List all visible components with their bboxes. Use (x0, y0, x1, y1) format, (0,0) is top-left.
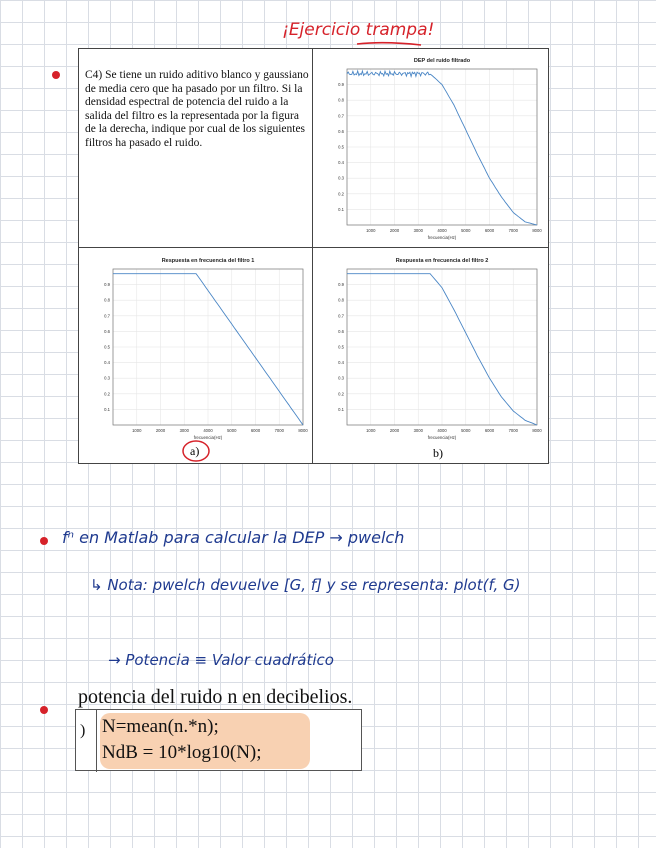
x-tick-label: 4000 (203, 428, 213, 433)
bullet-dot (40, 706, 48, 714)
y-tick-label: 0.5 (104, 344, 110, 350)
y-tick-label: 0.3 (104, 375, 110, 381)
x-tick-label: 7000 (508, 228, 518, 233)
chart-title: Respuesta en frecuencia del filtro 1 (161, 258, 255, 264)
x-tick-label: 8000 (298, 428, 308, 433)
y-tick-label: 0.2 (338, 191, 344, 197)
y-tick-label: 0.1 (338, 206, 344, 212)
y-tick-label: 0.8 (338, 97, 344, 103)
x-tick-label: 6000 (484, 228, 495, 233)
y-tick-label: 0.2 (338, 391, 344, 397)
x-tick-label: 2000 (389, 428, 400, 433)
y-tick-label: 0.3 (338, 175, 344, 181)
x-axis-label: frecuencia(Hz) (193, 435, 223, 440)
bullet-dot (40, 537, 48, 545)
y-tick-label: 0.6 (338, 328, 344, 334)
y-tick-label: 0.5 (338, 344, 344, 350)
x-axis-label: frecuencia(Hz) (427, 235, 457, 240)
x-tick-label: 1000 (132, 428, 142, 433)
x-tick-label: 7000 (274, 428, 284, 433)
y-tick-label: 0.1 (104, 406, 110, 412)
exam-question-panel (78, 48, 549, 464)
note-matlab-function: fⁿ en Matlab para calcular la DEP → pwelch (62, 528, 405, 547)
code-line-2: NdB = 10*log10(N); (102, 742, 262, 763)
panel-vertical-divider (312, 49, 313, 463)
chart-cell-filter1 (81, 251, 311, 443)
x-tick-label: 2000 (155, 428, 166, 433)
x-tick-label: 4000 (437, 228, 447, 233)
title-underline (355, 40, 425, 48)
code-box (75, 709, 362, 771)
option-b-label: b) (433, 446, 443, 460)
y-tick-label: 0.2 (104, 391, 110, 397)
question-text: C4) Se tiene un ruido aditivo blanco y gaussiano de media cero que ha pasado por un filtro. Si la densidad espectral de potencia del ruido a la salida del filtro es la representada por la figura de la derecha, indique por cual de los siguientes filtros ha pasado el ruido. (85, 69, 309, 149)
x-tick-label: 3000 (413, 428, 423, 433)
x-tick-label: 6000 (484, 428, 495, 433)
y-tick-label: 0.4 (338, 360, 344, 366)
x-tick-label: 8000 (532, 428, 542, 433)
y-tick-label: 0.5 (338, 144, 344, 150)
panel-horizontal-divider (79, 247, 548, 248)
lower-text: potencia del ruido n en decibelios. (78, 686, 353, 708)
note-potencia: → Potencia ≡ Valor cuadrático (108, 651, 334, 669)
y-tick-label: 0.9 (338, 82, 344, 88)
x-tick-label: 8000 (532, 228, 542, 233)
code-box-cursor: ) (80, 722, 86, 739)
y-tick-label: 0.6 (104, 328, 110, 334)
x-axis-label: frecuencia(Hz) (427, 435, 457, 440)
chart-cell-filter2 (315, 251, 545, 443)
y-tick-label: 0.4 (104, 360, 110, 366)
y-tick-label: 0.8 (338, 297, 344, 303)
chart-cell-dep (315, 51, 545, 243)
y-tick-label: 0.7 (104, 313, 110, 319)
y-tick-label: 0.9 (338, 282, 344, 288)
x-tick-label: 5000 (461, 428, 471, 433)
x-tick-label: 4000 (437, 428, 447, 433)
chart-title: Respuesta en frecuencia del filtro 2 (395, 258, 489, 264)
x-tick-label: 6000 (250, 428, 261, 433)
x-tick-label: 3000 (179, 428, 189, 433)
code-box-inner-divider (96, 710, 97, 772)
title-annotation: ¡Ejercicio trampa! (282, 20, 435, 40)
y-tick-label: 0.8 (104, 297, 110, 303)
y-tick-label: 0.3 (338, 375, 344, 381)
x-tick-label: 5000 (461, 228, 471, 233)
y-tick-label: 0.9 (104, 282, 110, 288)
chart-filter-2 (315, 251, 545, 443)
x-tick-label: 7000 (508, 428, 518, 433)
y-tick-label: 0.7 (338, 313, 344, 319)
x-tick-label: 1000 (366, 228, 376, 233)
chart-filter-1 (81, 251, 311, 443)
option-a-circle (181, 439, 211, 463)
y-tick-label: 0.7 (338, 113, 344, 119)
chart-title: DEP del ruido filtrado (413, 58, 471, 64)
y-tick-label: 0.6 (338, 128, 344, 134)
x-tick-label: 1000 (366, 428, 376, 433)
x-tick-label: 3000 (413, 228, 423, 233)
chart-dep (315, 51, 545, 243)
x-tick-label: 5000 (227, 428, 237, 433)
option-a-label: a) (190, 444, 200, 458)
y-tick-label: 0.1 (338, 406, 344, 412)
y-tick-label: 0.4 (338, 160, 344, 166)
note-pwelch: ↳ Nota: pwelch devuelve [G, f] y se representa: plot(f, G) (90, 576, 521, 594)
bullet-dot (52, 71, 60, 79)
code-line-1: N=mean(n.*n); (102, 716, 219, 737)
x-tick-label: 2000 (389, 228, 400, 233)
